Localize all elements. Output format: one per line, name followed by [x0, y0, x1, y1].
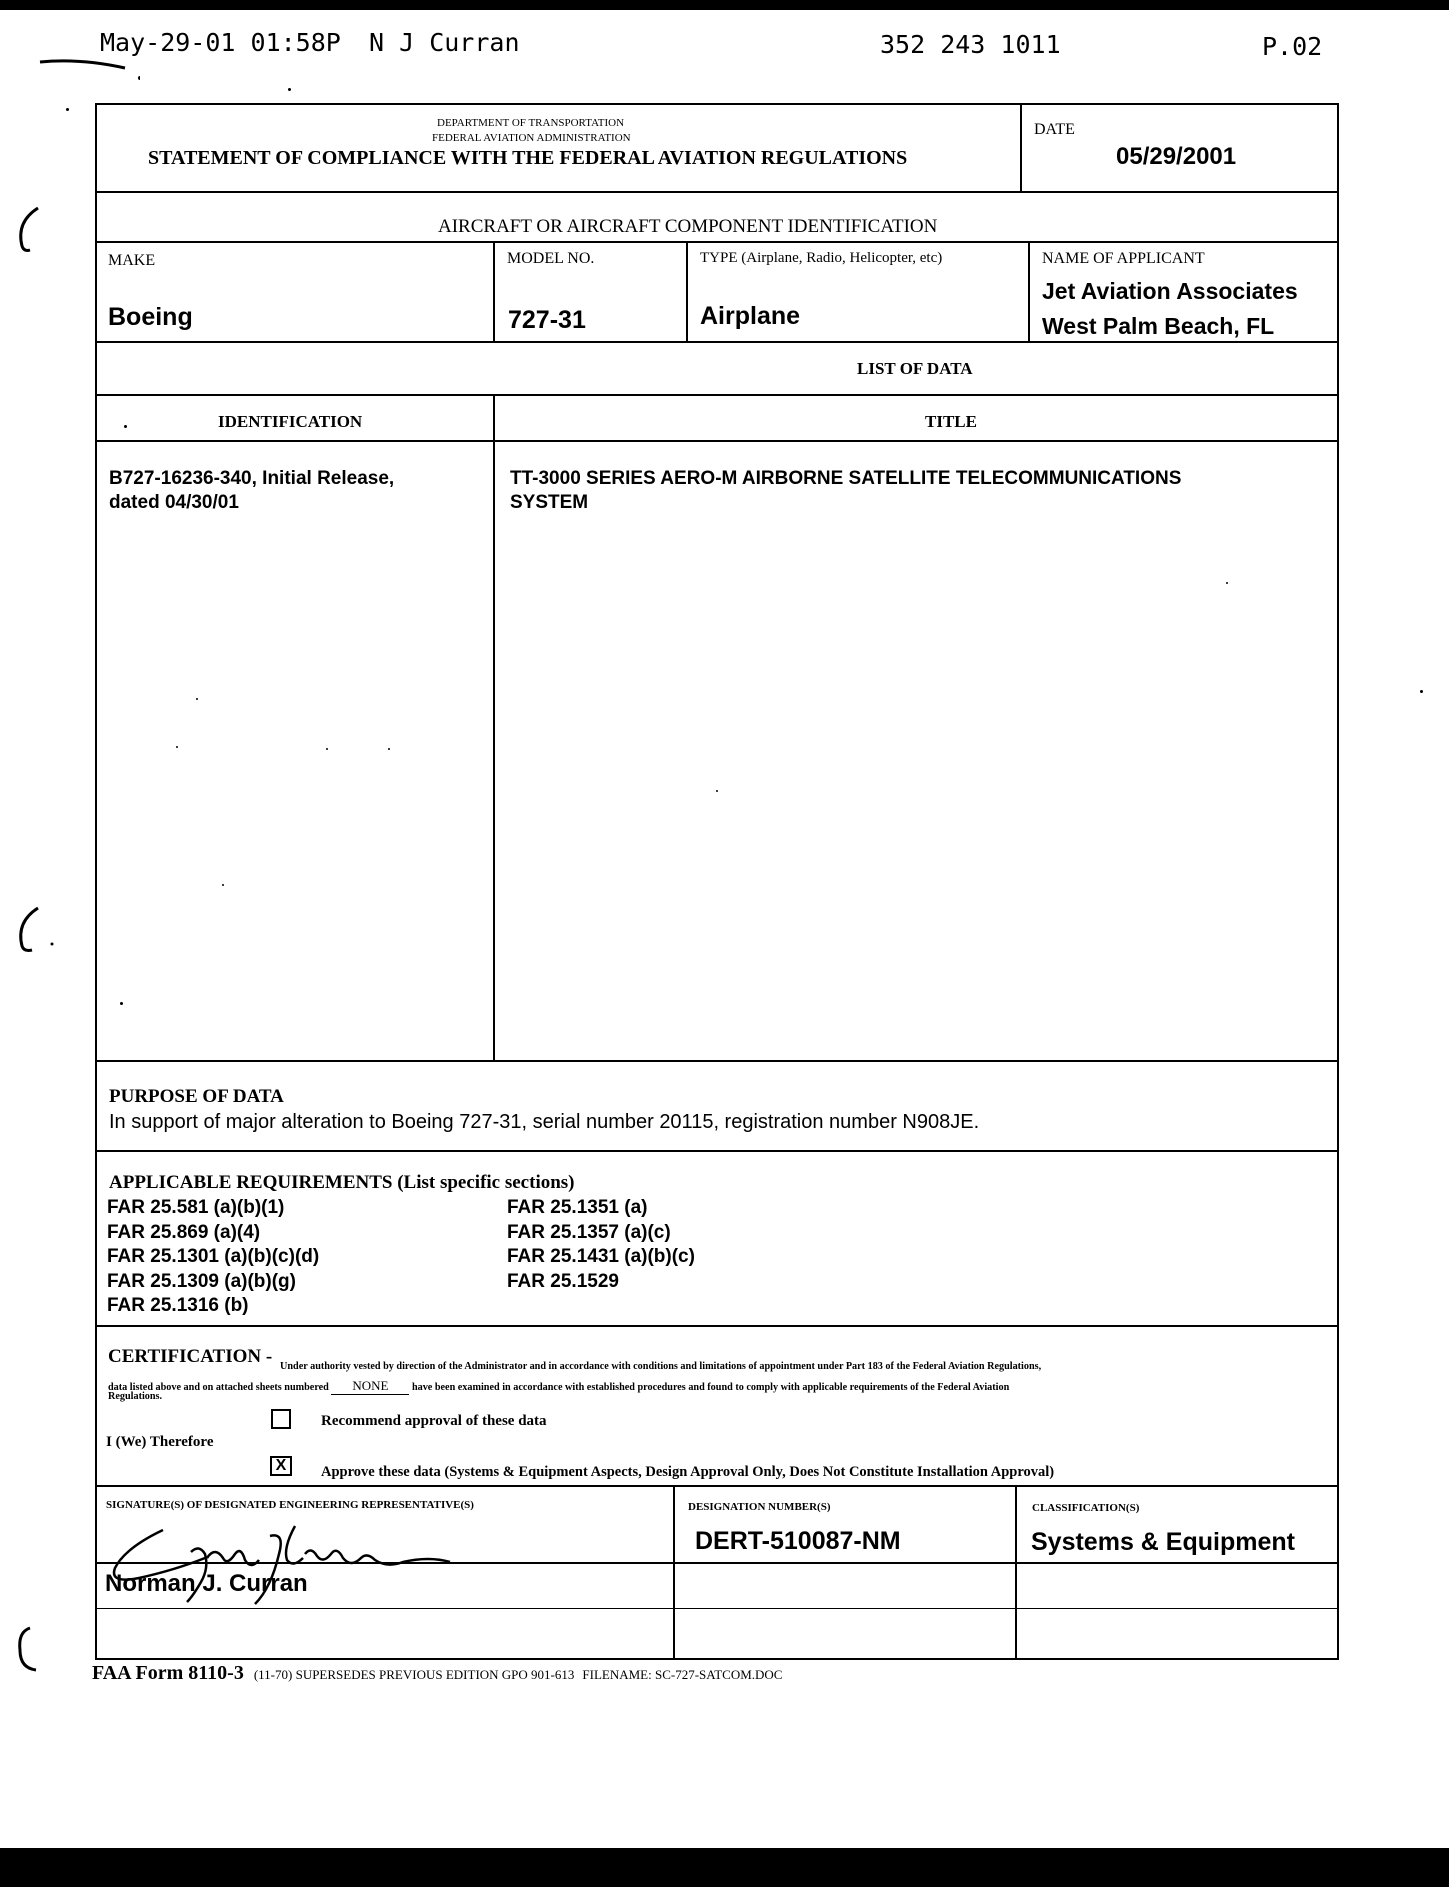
- title-header: TITLE: [925, 412, 977, 431]
- signer-name: Norman J. Curran: [105, 1570, 308, 1597]
- dept-label: DEPARTMENT OF TRANSPORTATION: [437, 117, 625, 129]
- divider: [95, 1608, 1339, 1609]
- certification-text-line3: Regulations.: [108, 1391, 163, 1402]
- divider: [95, 394, 1339, 396]
- divider: [493, 394, 495, 1062]
- scan-dot: [196, 698, 198, 700]
- certification-text-line2: [108, 1378, 1009, 1395]
- classification-label: CLASSIFICATION(S): [1032, 1502, 1140, 1514]
- list-of-data-title: LIST OF DATA: [857, 359, 973, 378]
- approve-checkbox[interactable]: [270, 1456, 292, 1476]
- requirement-item: FAR 25.1309 (a)(b)(g): [107, 1270, 296, 1292]
- scan-dot: [124, 425, 127, 428]
- date-value: 05/29/2001: [1116, 143, 1237, 170]
- recommend-label: Recommend approval of these data: [321, 1413, 547, 1429]
- fax-datetime: May-29-01 01:58P: [100, 28, 341, 57]
- scan-dot: [716, 790, 718, 792]
- applicant-location: West Palm Beach, FL: [1042, 313, 1275, 339]
- requirements-left-list: [107, 1196, 319, 1319]
- divider: [95, 440, 1339, 442]
- divider: [95, 1150, 1339, 1152]
- divider: [95, 103, 1339, 105]
- hole-punch-mark: [8, 1620, 48, 1680]
- fax-sender: N J Curran: [369, 28, 520, 57]
- form-border-left: [95, 103, 97, 1660]
- divider: [95, 1485, 1339, 1487]
- checkbox-check-mark: X: [275, 1457, 287, 1474]
- requirement-item: FAR 25.1351 (a): [507, 1197, 648, 1218]
- therefore-label: I (We) Therefore: [106, 1434, 214, 1450]
- scan-dot: [120, 1002, 123, 1005]
- scan-bottom-bar: [0, 1848, 1449, 1887]
- applicant-label: NAME OF APPLICANT: [1042, 250, 1205, 267]
- requirements-label: APPLICABLE REQUIREMENTS (List specific sections): [109, 1172, 575, 1193]
- divider: [95, 1658, 1339, 1660]
- make-label: MAKE: [108, 252, 156, 269]
- designation-label: DESIGNATION NUMBER(S): [688, 1501, 831, 1513]
- fax-page: P.02: [1262, 32, 1323, 61]
- requirement-item: FAR 25.869 (a)(4): [107, 1221, 261, 1243]
- make-value: Boeing: [108, 303, 193, 331]
- divider: [673, 1485, 675, 1660]
- requirement-item: FAR 25.1431 (a)(b)(c): [507, 1246, 695, 1267]
- form-border-right: [1337, 103, 1339, 1660]
- divider: [95, 241, 1339, 243]
- purpose-text: In support of major alteration to Boeing 727-31, serial number 20115, registration number N908JE.: [109, 1111, 980, 1133]
- scan-dot: [1226, 582, 1228, 584]
- divider: [686, 241, 688, 343]
- scan-dot: [388, 748, 390, 750]
- date-label: DATE: [1034, 121, 1075, 138]
- applicant-name: Jet Aviation Associates: [1042, 278, 1298, 304]
- scan-dot: [288, 88, 291, 91]
- requirement-item: FAR 25.1529: [507, 1270, 619, 1292]
- certification-text-post: have been examined in accordance with established procedures and found to comply with applicable requirements of the Federal Aviation: [411, 1382, 1010, 1393]
- scan-dot: [66, 108, 69, 111]
- approve-label: Approve these data (Systems & Equipment Aspects, Design Approval Only, Does Not Constitute Installation Approval): [321, 1464, 1055, 1480]
- recommend-checkbox[interactable]: [271, 1409, 291, 1429]
- scan-top-bar: [0, 0, 1449, 10]
- hole-punch-mark: [8, 900, 58, 960]
- form-footer: [92, 1662, 782, 1685]
- certification-text-pre: data listed above and on attached sheets numbered: [108, 1382, 329, 1393]
- form-title: STATEMENT OF COMPLIANCE WITH THE FEDERAL AVIATION REGULATIONS: [148, 147, 908, 169]
- type-value: Airplane: [700, 302, 801, 330]
- scan-dot: [326, 748, 328, 750]
- requirement-item: FAR 25.1316 (b): [107, 1295, 249, 1316]
- requirement-item: FAR 25.1301 (a)(b)(c)(d): [107, 1246, 320, 1267]
- data-title-line1: TT-3000 SERIES AERO-M AIRBORNE SATELLITE TELECOMMUNICATIONS: [510, 468, 1182, 489]
- divider: [95, 1325, 1339, 1327]
- sheets-numbered-value: NONE: [331, 1378, 409, 1395]
- divider: [493, 241, 495, 343]
- form-name: FAA Form 8110-3: [92, 1662, 244, 1684]
- divider: [1028, 241, 1030, 343]
- form-filename: FILENAME: SC-727-SATCOM.DOC: [582, 1667, 783, 1682]
- data-title-line2: SYSTEM: [510, 492, 589, 513]
- purpose-label: PURPOSE OF DATA: [109, 1086, 284, 1107]
- model-label: MODEL NO.: [507, 250, 595, 267]
- fax-phone: 352 243 1011: [880, 30, 1061, 59]
- model-value: 727-31: [508, 306, 586, 334]
- identification-line1: B727-16236-340, Initial Release,: [109, 468, 395, 489]
- agency-label: FEDERAL AVIATION ADMINISTRATION: [432, 132, 631, 144]
- divider: [95, 341, 1339, 343]
- scan-dot: [176, 746, 178, 748]
- signature-label: SIGNATURE(S) OF DESIGNATED ENGINEERING REPRESENTATIVE(S): [106, 1499, 474, 1511]
- divider: [1015, 1485, 1017, 1660]
- requirements-right-list: [507, 1196, 695, 1294]
- divider: [95, 1060, 1339, 1062]
- aircraft-section-title: AIRCRAFT OR AIRCRAFT COMPONENT IDENTIFICATION: [438, 216, 938, 237]
- designation-value: DERT-510087-NM: [695, 1527, 901, 1555]
- classification-value: Systems & Equipment: [1031, 1528, 1295, 1556]
- hole-punch-mark: [8, 200, 48, 260]
- identification-header: IDENTIFICATION: [218, 412, 363, 431]
- requirement-item: FAR 25.1357 (a)(c): [507, 1221, 671, 1243]
- divider: [95, 191, 1339, 193]
- certification-label: CERTIFICATION -: [108, 1346, 273, 1367]
- type-label: TYPE (Airplane, Radio, Helicopter, etc): [700, 250, 943, 266]
- scan-dot: [1420, 690, 1423, 693]
- certification-text-line1: Under authority vested by direction of the Administrator and in accordance with conditions and limitations of appointment under Part 183 of the Federal Aviation Regulations,: [280, 1361, 1042, 1372]
- form-info: (11-70) SUPERSEDES PREVIOUS EDITION GPO 901-613: [253, 1667, 575, 1682]
- divider: [1020, 103, 1022, 193]
- requirement-item: FAR 25.581 (a)(b)(1): [107, 1197, 285, 1218]
- identification-line2: dated 04/30/01: [109, 492, 239, 513]
- scan-dot: [222, 884, 224, 886]
- scan-mark: [30, 50, 140, 90]
